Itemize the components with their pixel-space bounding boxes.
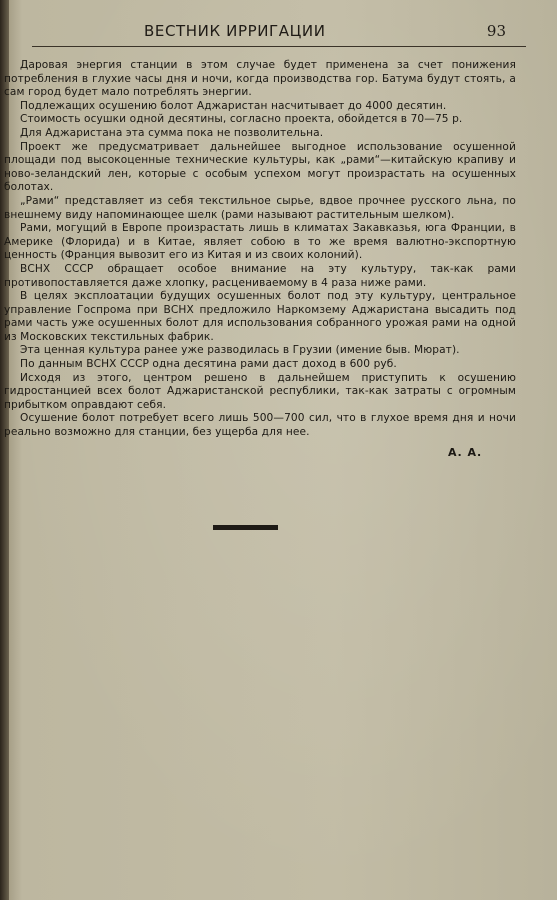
- paragraph: Рами, могущий в Европе произрастать лишь в климатах Закавказья, юга Франции, в Америке (Флорида) и в Китае, являет собою в то же время валютно-экспортную ценность (Франция вывозит его из Китая и из своих колоний).: [4, 222, 516, 262]
- page-number: 93: [486, 22, 506, 40]
- paragraph: ВСНХ СССР обращает особое внимание на эту культуру, так-как рами противопоставляется даже хлопку, расцениваемому в 4 раза ниже рами.: [4, 262, 516, 289]
- paragraph: Осушение болот потребует всего лишь 500—700 сил, что в глухое время дня и ночи реально возможно для станции, без ущерба для нее.: [4, 412, 516, 439]
- article-body: [4, 59, 516, 440]
- paragraph: Для Аджаристана эта сумма пока не позволительна.: [20, 126, 324, 139]
- paragraph: По данным ВСНХ СССР одна десятина рами даст доход в 600 руб.: [20, 358, 397, 371]
- paragraph: Стоимость осушки одной десятины, согласно проекта, обойдется в 70—75 р.: [20, 113, 463, 126]
- section-divider: [213, 525, 278, 530]
- author-signature: А. А.: [448, 446, 483, 459]
- paragraph: „Рами“ представляет из себя текстильное сырье, вдвое прочнее русского льна, по внешнему виду напоминающее шелк (рами называют растительным шелком).: [4, 194, 516, 221]
- paragraph: Даровая энергия станции в этом случае будет применена за счет понижения потребления в глухие часы дня и ночи, когда производства гор. Батума будут стоять, а сам город будет мало потреблять энергии.: [4, 59, 516, 99]
- paragraph: Эта ценная культура ранее уже разводилась в Грузии (имение быв. Мюрат).: [20, 344, 460, 357]
- paragraph: Подлежащих осушению болот Аджаристан насчитывает до 4000 десятин.: [20, 99, 447, 112]
- journal-title: ВЕСТНИК ИРРИГАЦИИ: [144, 22, 326, 40]
- page-header: [32, 22, 526, 47]
- paragraph: Проект же предусматривает дальнейшее выгодное использование осушенной площади под высокоценные технические культуры, как „рами“—китайскую крапиву и ново-зеландский лен, которые с особым успехом могут произрастать на осушенных болотах.: [4, 140, 516, 194]
- paragraph: В целях эксплоатации будущих осушенных болот под эту культуру, центральное управление Госпрома при ВСНХ предложило Наркомзему Аджаристана высадить под рами часть уже осушенных болот для использования собранного урожая рами на одной из Московских текстильных фабрик.: [4, 290, 516, 343]
- paragraph: Исходя из этого, центром решено в дальнейшем приступить к осушению гидростанцией всех болот Аджаристанской республики, так-как затраты с огромным прибытком оправдают себя.: [4, 371, 516, 411]
